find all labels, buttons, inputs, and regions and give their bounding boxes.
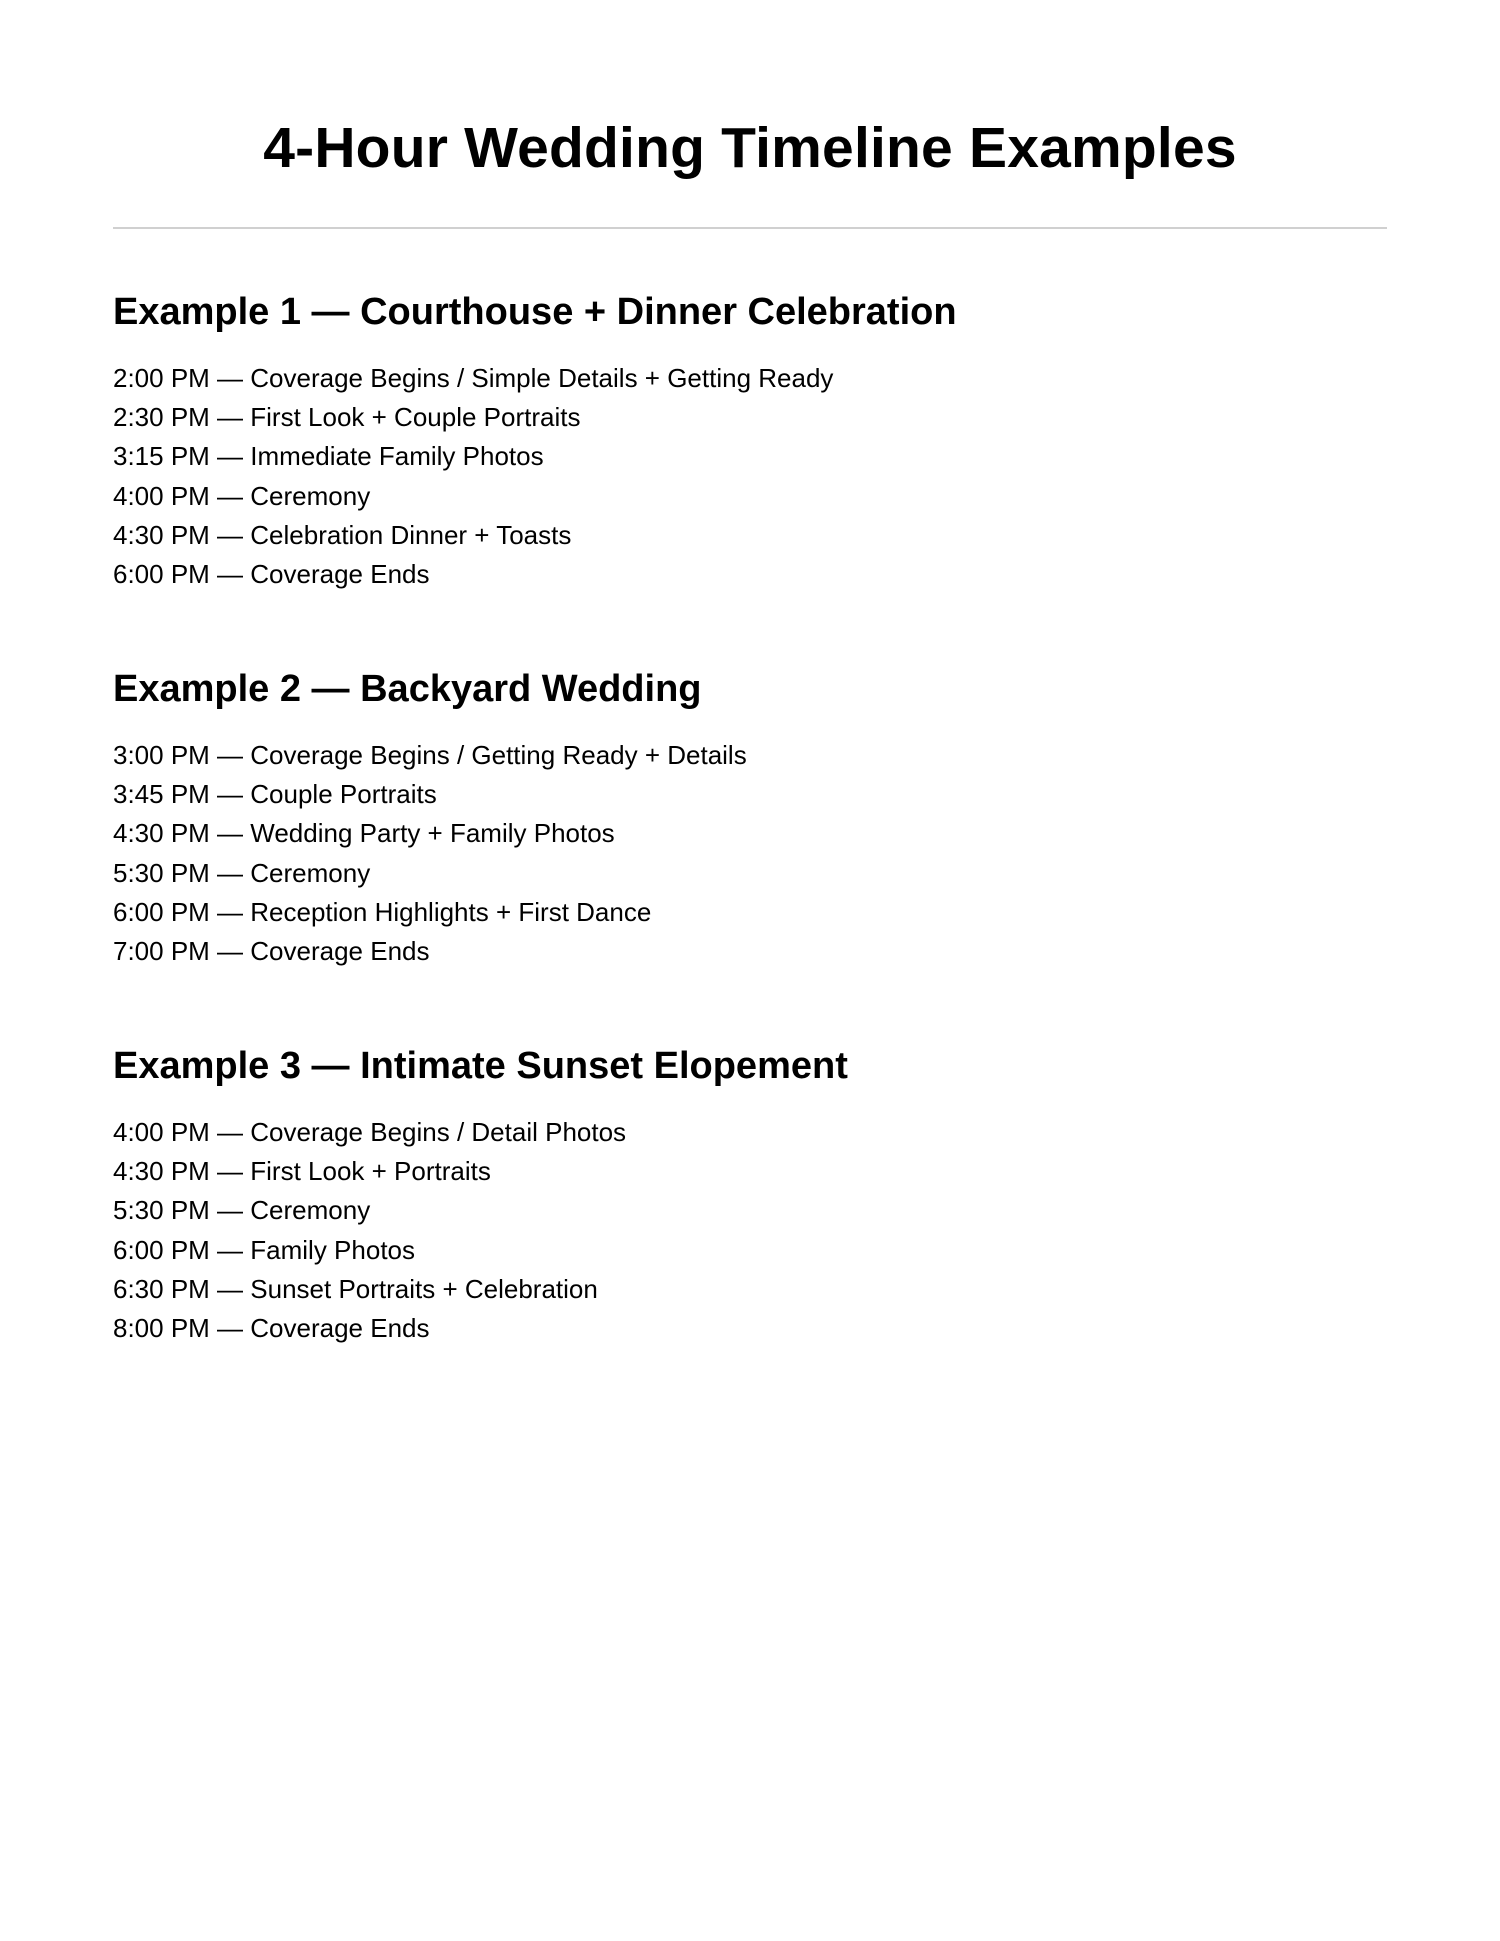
title-divider: [113, 227, 1387, 229]
timeline-example-1: [113, 287, 1313, 594]
timeline-entry: 6:00 PM — Coverage Ends: [113, 558, 430, 589]
timeline-list: [113, 359, 1313, 594]
timeline-entry: 6:30 PM — Sunset Portraits + Celebration: [113, 1273, 598, 1304]
timeline-example-3: [113, 1041, 1313, 1348]
timeline-entry: 4:00 PM — Ceremony: [113, 480, 371, 511]
timeline-entry: 4:00 PM — Coverage Begins / Detail Photos: [113, 1117, 627, 1147]
timeline-entry: 3:15 PM — Immediate Family Photos: [113, 441, 544, 472]
timeline-entry: 5:30 PM — Ceremony: [113, 1195, 371, 1226]
timeline-entry: 5:30 PM — Ceremony: [113, 857, 371, 888]
page-title: 4-Hour Wedding Timeline Examples: [263, 116, 1237, 180]
timeline-entry: 2:00 PM — Coverage Begins / Simple Details + Getting Ready: [113, 363, 834, 393]
section-heading: Example 2 — Backyard Wedding: [113, 668, 702, 710]
timeline-list: [113, 1113, 1313, 1348]
timeline-entry: 7:00 PM — Coverage Ends: [113, 935, 430, 966]
section-heading: Example 1 — Courthouse + Dinner Celebration: [113, 291, 957, 333]
section-heading: Example 3 — Intimate Sunset Elopement: [113, 1045, 848, 1087]
timeline-entry: 4:30 PM — Celebration Dinner + Toasts: [113, 519, 572, 550]
timeline-example-2: [113, 664, 1313, 971]
timeline-entry: 4:30 PM — Wedding Party + Family Photos: [113, 818, 615, 849]
timeline-entry: 6:00 PM — Family Photos: [113, 1234, 415, 1265]
timeline-entry: 2:30 PM — First Look + Couple Portraits: [113, 402, 581, 433]
timeline-entry: 3:00 PM — Coverage Begins / Getting Ready + Details: [113, 740, 747, 770]
timeline-entry: 8:00 PM — Coverage Ends: [113, 1312, 430, 1343]
timeline-entry: 6:00 PM — Reception Highlights + First Dance: [113, 896, 652, 927]
timeline-entry: 4:30 PM — First Look + Portraits: [113, 1156, 491, 1187]
timeline-list: [113, 736, 1313, 971]
timeline-entry: 3:45 PM — Couple Portraits: [113, 779, 437, 810]
